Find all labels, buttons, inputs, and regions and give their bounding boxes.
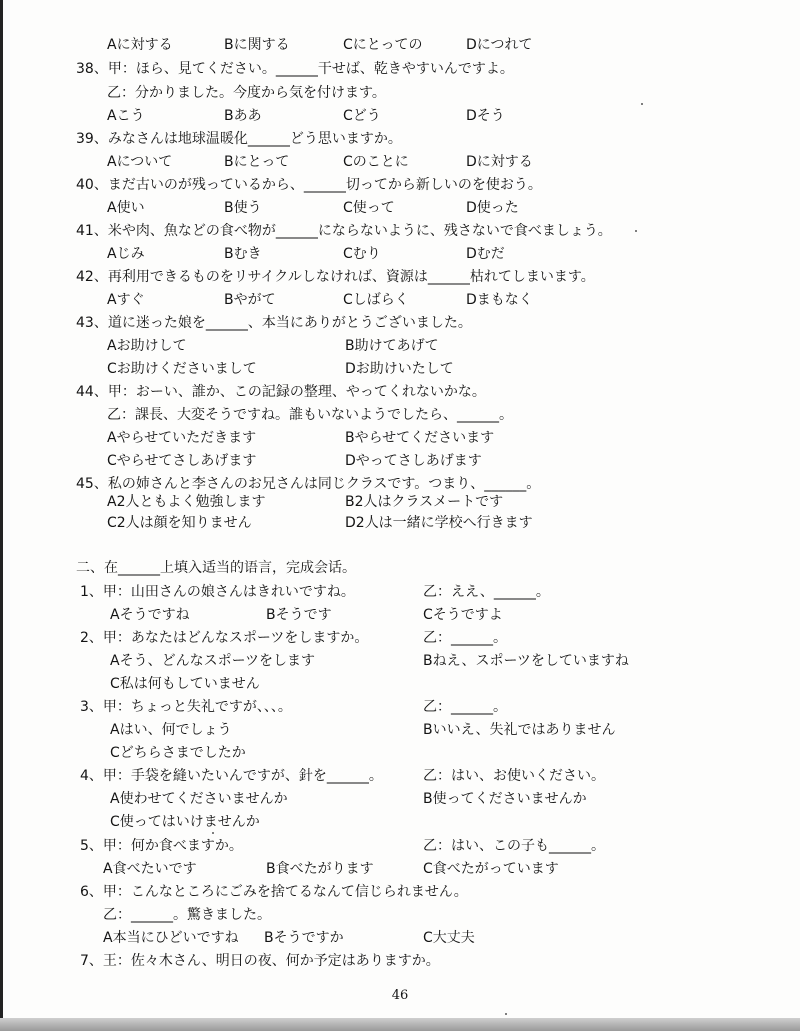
q38-option-b: Bああ (224, 108, 262, 124)
dialog-3-reply: 乙：______。 (423, 699, 507, 715)
q40-option-c: C使って (343, 200, 395, 216)
dialog-6-reply: 乙：______。驚きました。 (103, 907, 271, 923)
q41-option-c: Cむり (343, 246, 381, 262)
q38-question: 38、甲：ほら、見てください。______干せば、乾きやすいんですよ。 (76, 61, 514, 77)
dialog-1-option-b: Bそうです (266, 607, 332, 623)
q41-question: 41、米や肉、魚などの食べ物が______にならないように、残さないで食べましょう。 (76, 223, 612, 239)
dialog-1-option-c: Cそうですよ (423, 607, 503, 623)
q42-option-a: Aすぐ (107, 292, 145, 308)
q45-option-d: D2人は一緒に学校へ行きます (345, 515, 533, 531)
q43-option-a: Aお助けして (107, 338, 187, 354)
q37-option-d: Dにつれて (466, 37, 533, 53)
q37-option-b: Bに関する (224, 37, 290, 53)
dialog-2-option-c: C私は何もしていません (110, 676, 260, 692)
scan-edge-left (0, 0, 3, 1031)
q42-question: 42、再利用できるものをリサイクルしなければ、資源は______枯れてしまいます。 (76, 269, 595, 285)
q39-option-c: Cのことに (343, 154, 409, 170)
q45-option-b: B2人はクラスメートです (345, 494, 504, 510)
q39-option-b: Bにとって (224, 154, 290, 170)
q43-question: 43、道に迷った娘を______、本当にありがとうございました。 (76, 315, 472, 331)
q39-question: 39、みなさんは地球温暖化______どう思いますか。 (76, 131, 402, 147)
q43-option-c: Cお助けくださいまして (107, 361, 257, 377)
q44-option-a: Aやらせていただきます (107, 430, 257, 446)
q41-option-d: Dむだ (466, 246, 505, 262)
dialog-4-line: 4、甲：手袋を縫いたいんですが、針を______。 (80, 768, 383, 784)
q44-option-b: Bやらせてくださいます (345, 430, 495, 446)
dialog-2-option-b: Bねえ、スポーツをしていますね (423, 653, 629, 669)
dialog-1-reply: 乙：ええ、______。 (423, 584, 550, 600)
q38-option-c: Cどう (343, 108, 381, 124)
scan-speck (505, 1013, 507, 1015)
dialog-5-option-c: C食べたがっています (423, 861, 559, 877)
q44-question: 44、甲：おーい、誰か、この記録の整理、やってくれないかな。 (76, 384, 486, 400)
dialog-3-line: 3、甲：ちょっと失礼ですが、、、。 (80, 699, 292, 715)
q38-option-d: Dそう (466, 108, 505, 124)
dialog-5-option-a: A食べたいです (103, 861, 197, 877)
page-number: 46 (391, 988, 409, 1003)
dialog-4-option-b: B使ってくださいませんか (423, 791, 587, 807)
q45-question: 45、私の姉さんと李さんのお兄さんは同じクラスです。つまり、______。 (76, 476, 541, 492)
q41-option-a: Aじみ (107, 246, 145, 262)
q40-option-b: B使う (224, 200, 262, 216)
scan-speck (635, 230, 637, 232)
dialog-1-line: 1、甲：山田さんの娘さんはきれいですね。 (80, 584, 355, 600)
dialog-6-option-c: C大丈夫 (423, 930, 475, 946)
q45-option-c: C2人は顔を知りません (107, 515, 252, 531)
dialog-5-reply: 乙：はい、この子も______。 (423, 838, 605, 854)
q40-question: 40、まだ古いのが残っているから、______切ってから新しいのを使おう。 (76, 177, 542, 193)
dialog-3-option-c: Cどちらさまでしたか (110, 745, 246, 761)
q40-option-a: A使い (107, 200, 145, 216)
dialog-4-option-c: C使ってはいけませんか (110, 814, 260, 830)
q43-option-d: Dお助けいたして (345, 361, 454, 377)
section-2-heading: 二、在______上填入适当的语言，完成会话。 (76, 560, 356, 576)
dialog-6-line: 6、甲：こんなところにごみを捨てるなんて信じられません。 (80, 884, 468, 900)
scan-speck (641, 103, 643, 105)
q44-option-c: Cやらせてさしあげます (107, 453, 257, 469)
dialog-3-option-b: Bいいえ、失礼ではありません (423, 722, 616, 738)
q40-option-d: D使った (466, 200, 519, 216)
dialog-5-line: 5、甲：何か食べますか。 (80, 838, 243, 854)
dialog-1-option-a: Aそうですね (110, 607, 190, 623)
q38-option-a: Aこう (107, 108, 145, 124)
q42-option-b: Bやがて (224, 292, 276, 308)
dialog-3-option-a: Aはい、何でしょう (110, 722, 232, 738)
dialog-4-option-a: A使わせてくださいませんか (110, 791, 288, 807)
dialog-2-reply: 乙：______。 (423, 630, 507, 646)
dialog-6-option-b: Bそうですか (264, 930, 344, 946)
dialog-5-option-b: B食べたがります (266, 861, 374, 877)
q44-reply: 乙：課長、大変そうですね。誰もいないようでしたら、______。 (107, 407, 513, 423)
q45-option-a: A2人ともよく勉強します (107, 494, 266, 510)
dialog-6-option-a: A本当にひどいですね (103, 930, 239, 946)
q43-option-b: B助けてあげて (345, 338, 439, 354)
q37-option-c: Cにとっての (343, 37, 423, 53)
dialog-4-reply: 乙：はい、お使いください。 (423, 768, 605, 784)
q41-option-b: Bむき (224, 246, 262, 262)
dialog-7-line: 7、王：佐々木さん、明日の夜、何か予定はありますか。 (80, 953, 440, 969)
q39-option-a: Aについて (107, 154, 173, 170)
q42-option-d: Dまもなく (466, 292, 533, 308)
q37-option-a: Aに対する (107, 37, 173, 53)
dialog-2-option-a: Aそう、どんなスポーツをします (110, 653, 316, 669)
scan-edge-bottom (0, 1018, 800, 1031)
dialog-2-line: 2、甲：あなたはどんなスポーツをしますか。 (80, 630, 369, 646)
q39-option-d: Dに対する (466, 154, 533, 170)
q38-reply: 乙：分かりました。今度から気を付けます。 (107, 85, 386, 101)
q44-option-d: Dやってさしあげます (345, 453, 482, 469)
scan-speck (212, 832, 214, 834)
q42-option-c: Cしばらく (343, 292, 409, 308)
